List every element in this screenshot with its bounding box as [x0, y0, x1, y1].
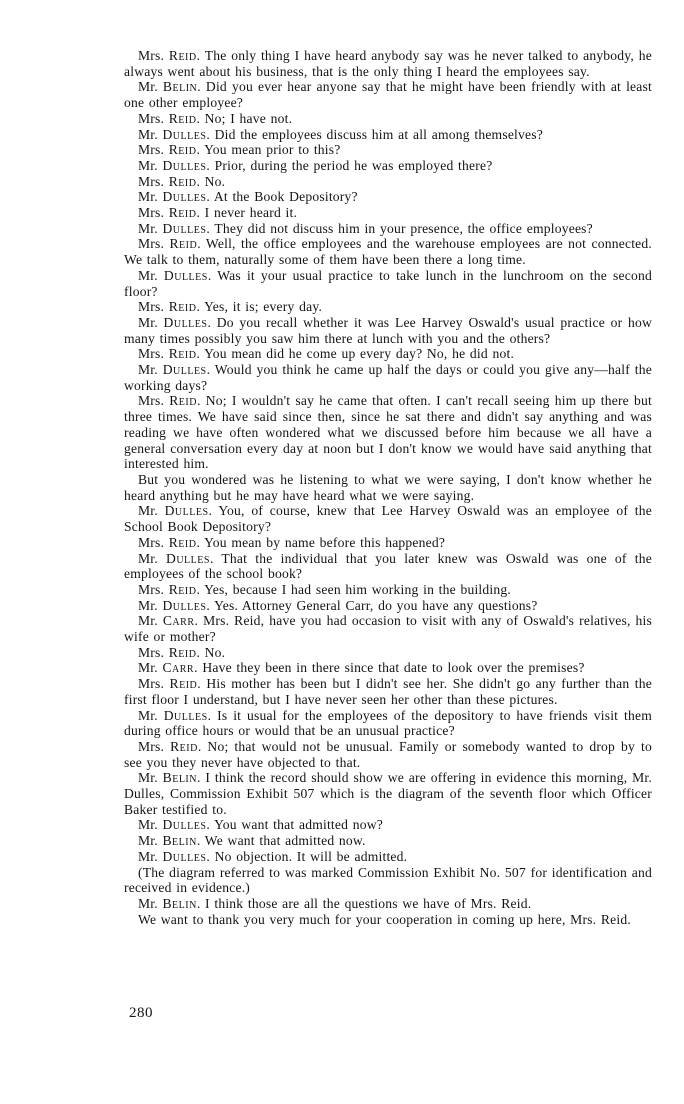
dialogue-paragraph: Mrs. Reid. No; I wouldn't say he came that often. I can't recall seeing him up there but three times. We have said since then, since he sat there and didn't say anything and was reading we have often wondered what we discussed before him because we all have a general conversation every day at noon but I don't know we would have said anything that interested him.: [124, 393, 653, 472]
speaker-name: Mr. Belin.: [138, 770, 201, 786]
dialogue-paragraph: Mr. Dulles. Was it your usual practice to take lunch in the lunchroom on the second floor?: [124, 267, 652, 299]
speaker-name: Mr. Carr.: [138, 660, 198, 676]
dialogue-paragraph: Mr. Belin. We want that admitted now.: [138, 833, 366, 849]
speaker-name: Mrs. Reid.: [138, 173, 201, 189]
speaker-name: Mr. Dulles.: [138, 550, 214, 566]
speaker-name: Mrs. Reid.: [138, 48, 201, 63]
dialogue-paragraph: Mrs. Reid. The only thing I have heard anybody say was he never talked to anybody, he always went about his business, that is the only thing I heard the employees say.: [124, 48, 653, 79]
speaker-name: Mrs. Reid.: [138, 346, 201, 362]
speaker-name: Mr. Dulles.: [138, 817, 211, 833]
dialogue-paragraph: Mr. Dulles. They did not discuss him in your presence, the office employees?: [138, 220, 593, 236]
speaker-name: Mr. Dulles.: [138, 126, 211, 142]
dialogue-paragraph: Mr. Dulles. You, of course, knew that Lee Harvey Oswald was an employee of the School Book Depository?: [124, 503, 652, 535]
dialogue-paragraph: Mr. Dulles. That the individual that you later knew was Oswald was one of the employees of the school book?: [124, 550, 652, 582]
dialogue-paragraph: We want to thank you very much for your cooperation in coming up here, Mrs. Reid.: [138, 911, 631, 927]
dialogue-paragraph: Mr. Dulles. Did the employees discuss him at all among themselves?: [138, 126, 543, 142]
dialogue: [124, 48, 652, 927]
dialogue-paragraph: Mrs. Reid. No; that would not be unusual. Family or somebody wanted to drop by to see you they never have objected to that.: [124, 738, 652, 770]
speaker-name: Mrs. Reid.: [138, 393, 201, 409]
dialogue-paragraph: Mrs. Reid. Yes, it is; every day.: [138, 299, 323, 315]
dialogue-paragraph: Mrs. Reid. You mean prior to this?: [138, 142, 341, 158]
speaker-name: Mr. Belin.: [138, 833, 201, 849]
speaker-name: Mr. Dulles.: [138, 189, 211, 205]
dialogue-paragraph: Mrs. Reid. Well, the office employees and the warehouse employees are not connected. We talk to them, naturally some of them have been there a long time.: [124, 236, 652, 268]
speaker-name: Mrs. Reid.: [138, 205, 201, 221]
dialogue-paragraph: Mrs. Reid. You mean did he come up every day? No, he did not.: [138, 346, 515, 362]
dialogue-paragraph: Mrs. Reid. I never heard it.: [138, 205, 298, 221]
speaker-name: Mr. Dulles.: [138, 267, 212, 283]
dialogue-paragraph: Mr. Carr. Have they been in there since that date to look over the premises?: [138, 660, 585, 676]
page-number: 280: [129, 1005, 153, 1021]
speaker-name: Mr. Dulles.: [138, 220, 211, 236]
dialogue-paragraph: Mrs. Reid. Yes, because I had seen him working in the building.: [138, 581, 511, 597]
speaker-name: Mrs. Reid.: [138, 142, 201, 158]
speaker-name: Mr. Dulles.: [138, 848, 211, 864]
speaker-name: Mr. Belin.: [138, 895, 201, 911]
dialogue-paragraph: Mr. Belin. I think those are all the questions we have of Mrs. Reid.: [138, 895, 532, 911]
speaker-name: Mr. Dulles.: [138, 362, 211, 378]
dialogue-paragraph: Mrs. Reid. His mother has been but I didn't see her. She didn't go any further than the first floor I understand, but I have never seen her other than these pictures.: [124, 676, 652, 707]
dialogue-paragraph: Mrs. Reid. No.: [138, 644, 226, 660]
speaker-name: Mr. Dulles.: [138, 597, 211, 613]
dialogue-paragraph: Mr. Dulles. Is it usual for the employees of the depository to have friends visit them during office hours or would that be an unusual practice?: [124, 707, 652, 739]
dialogue-paragraph: Mr. Dulles. At the Book Depository?: [138, 189, 358, 205]
speaker-name: Mr. Dulles.: [138, 157, 211, 173]
speaker-name: Mrs. Reid.: [138, 738, 202, 754]
speaker-name: Mr. Dulles.: [138, 503, 213, 519]
dialogue-paragraph: (The diagram referred to was marked Commission Exhibit No. 507 for identification and received in evidence.): [124, 864, 652, 896]
speaker-name: Mrs. Reid.: [138, 644, 201, 660]
dialogue-paragraph: But you wondered was he listening to what we were saying, I don't know whether he heard anything but he may have heard what we were saying.: [124, 471, 652, 503]
dialogue-paragraph: Mr. Dulles. Do you recall whether it was Lee Harvey Oswald's usual practice or how many times possibly you saw him there at lunch with you and the others?: [124, 314, 652, 346]
dialogue-paragraph: Mr. Dulles. You want that admitted now?: [138, 817, 383, 833]
speaker-name: Mr. Carr.: [138, 613, 199, 629]
dialogue-paragraph: Mrs. Reid. No; I have not.: [138, 110, 293, 126]
speaker-name: Mrs. Reid.: [138, 534, 201, 550]
speaker-name: Mrs. Reid.: [138, 299, 201, 315]
dialogue-paragraph: Mr. Dulles. Yes. Attorney General Carr, do you have any questions?: [138, 597, 538, 613]
speaker-name: Mrs. Reid.: [138, 236, 201, 252]
dialogue-paragraph: Mrs. Reid. You mean by name before this happened?: [138, 534, 446, 550]
dialogue-paragraph: Mr. Dulles. Prior, during the period he was employed there?: [138, 157, 493, 173]
dialogue-paragraph: Mrs. Reid. No.: [138, 173, 226, 189]
dialogue-paragraph: Mr. Carr. Mrs. Reid, have you had occasion to visit with any of Oswald's relatives, his wife or mother?: [124, 613, 652, 645]
speaker-name: Mrs. Reid.: [138, 676, 201, 692]
speaker-name: Mrs. Reid.: [138, 110, 201, 126]
speaker-name: Mrs. Reid.: [138, 581, 201, 597]
dialogue-paragraph: Mr. Dulles. Would you think he came up half the days or could you give any—half the working days?: [124, 362, 652, 393]
dialogue-paragraph: Mr. Dulles. No objection. It will be admitted.: [138, 848, 408, 864]
dialogue-paragraph: Mr. Belin. I think the record should show we are offering in evidence this morning, Mr. Dulles, Commission Exhibit 507 which is the diagram of the seventh floor which Officer Baker testified to.: [124, 770, 652, 817]
speaker-name: Mr. Dulles.: [138, 314, 212, 330]
speaker-name: Mr. Belin.: [138, 79, 201, 95]
speaker-name: Mr. Dulles.: [138, 707, 212, 723]
dialogue-paragraph: Mr. Belin. Did you ever hear anyone say that he might have been friendly with at least one other employee?: [124, 79, 652, 111]
